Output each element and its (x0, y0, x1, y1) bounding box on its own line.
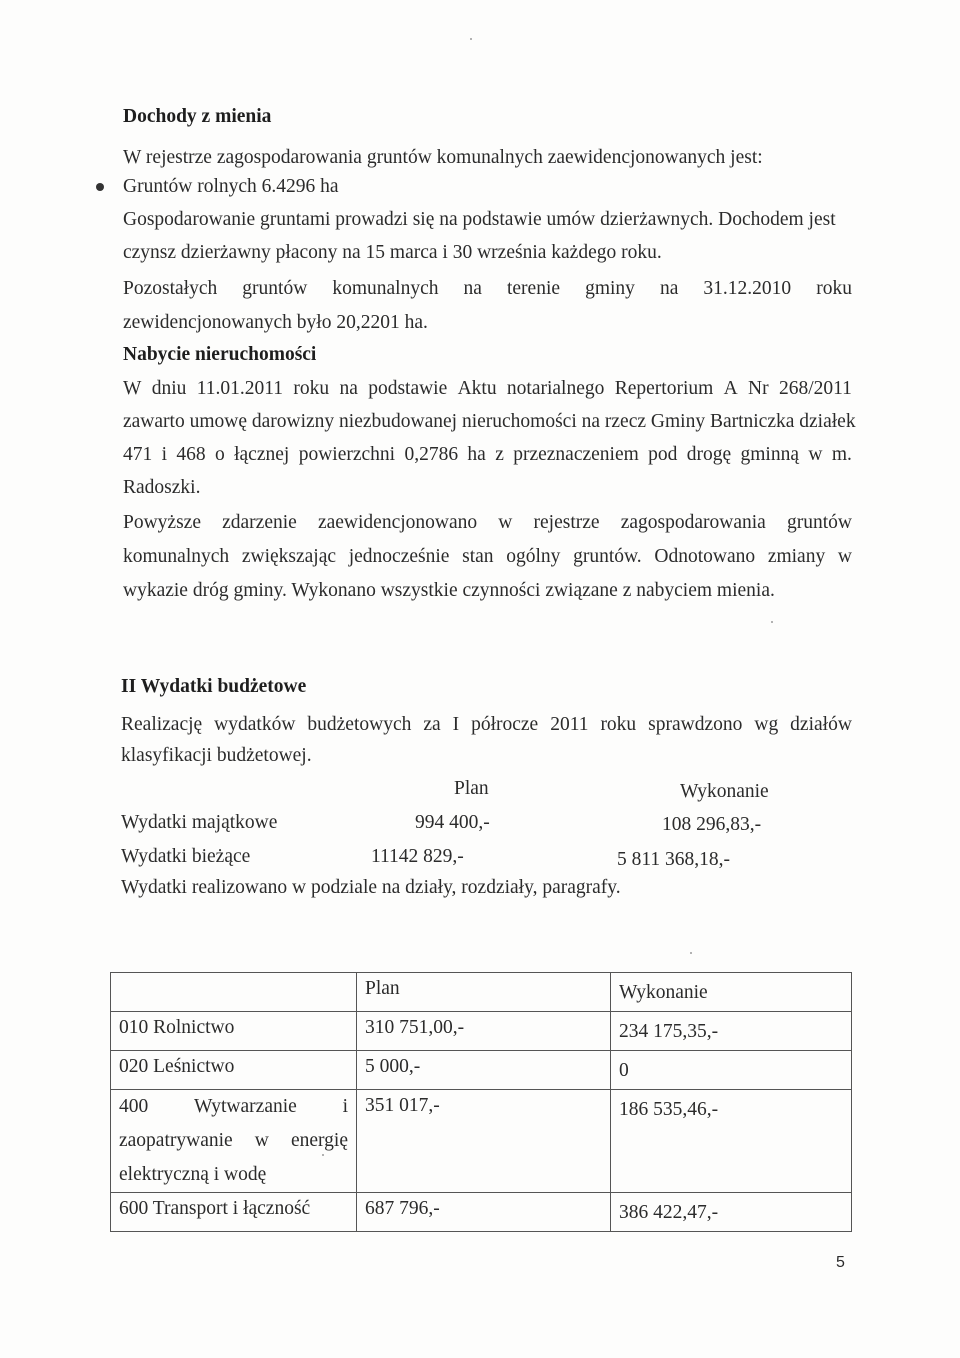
word: w (498, 512, 513, 533)
table-cell-category: 600 Transport i łączność (111, 1193, 357, 1232)
word: zdarzenie (222, 512, 297, 533)
summary-row-plan: 994 400,- (415, 812, 490, 833)
word: 31.12.2010 (703, 278, 792, 299)
table-cell-category: 010 Rolnictwo (111, 1012, 357, 1051)
word: za (423, 714, 441, 735)
justified-line (123, 511, 852, 535)
word: w (808, 444, 823, 465)
word: 468 (176, 444, 206, 465)
word: w (837, 546, 852, 567)
word: dniu (151, 378, 187, 399)
paragraph-line: czynsz dzierżawny płacony na 15 marca i 30 września każdego roku. (123, 242, 662, 263)
paragraph-line: zewidencjonowanych było 20,2201 ha. (123, 312, 428, 333)
word: na (659, 278, 679, 299)
scan-speck (322, 1154, 324, 1156)
heading-wydatki: II Wydatki budżetowe (121, 676, 307, 697)
word: łącznej (234, 444, 290, 465)
table-cell-plan: 5 000,- (357, 1051, 611, 1090)
word: drogę (686, 444, 732, 465)
summary-plan-header: Plan (454, 778, 489, 799)
word: ogólny (506, 546, 561, 567)
justified-line (123, 277, 852, 301)
paragraph-line: Radoszki. (123, 477, 201, 498)
word: komunalnych (123, 546, 230, 567)
word: i (161, 444, 168, 465)
table-header-plan: Plan (357, 973, 611, 1012)
word: wg (754, 714, 779, 735)
closing-text: Wydatki realizowano w podziale na działy, rozdziały, paragrafy. (121, 877, 621, 898)
paragraph-line: wykazie dróg gminy. Wykonano wszystkie czynności związane z nabyciem mienia. (123, 580, 775, 601)
summary-row-exec: 108 296,83,- (662, 814, 762, 835)
paragraph-line: Gospodarowanie gruntami prowadzi się na podstawie umów dzierżawnych. Dochodem jest (123, 209, 836, 230)
summary-row-plan: 11142 829,- (371, 846, 464, 867)
scan-speck (690, 952, 692, 954)
word: gruntów (786, 512, 852, 533)
word: zwiększając (241, 546, 337, 567)
table-row (111, 1012, 852, 1051)
word: W (123, 378, 142, 399)
justified-line (123, 545, 852, 569)
heading-nabycie: Nabycie nieruchomości (123, 344, 317, 365)
word: 0,2786 (404, 444, 459, 465)
table-cell-category: 020 Leśnictwo (111, 1051, 357, 1090)
word: Pozostałych (123, 278, 218, 299)
table-cell-exec: 0 (611, 1051, 852, 1090)
word: 2011 (550, 714, 589, 735)
word: Wytwarzanie (194, 1096, 297, 1117)
intro-text: W rejestrze zagospodarowania gruntów komunalnych zaewidencjonowanych jest: (123, 147, 763, 168)
paragraph-line: klasyfikacji budżetowej. (121, 745, 312, 766)
scan-speck (771, 621, 773, 623)
word: zaewidencjonowano (317, 512, 478, 533)
word: gminy (585, 278, 635, 299)
word: Odnotowano (654, 546, 756, 567)
word: zagospodarowania (620, 512, 766, 533)
table-row (111, 1051, 852, 1090)
word: ha (467, 444, 486, 465)
table-row (111, 1090, 852, 1193)
justified-line (121, 713, 852, 737)
word: na (339, 378, 358, 399)
word: Realizację (121, 714, 203, 735)
word: przeznaczeniem (513, 444, 639, 465)
justified-line (123, 443, 852, 467)
heading-dochody: Dochody z mienia (123, 106, 272, 127)
word: półrocze (471, 714, 539, 735)
word: o (215, 444, 225, 465)
word: m. (831, 444, 852, 465)
budget-table (110, 972, 852, 1232)
word: zaopatrywanie (119, 1130, 233, 1151)
word: komunalnych (332, 278, 439, 299)
word: I (452, 714, 460, 735)
word: Powyższe (123, 512, 201, 533)
table-cell-exec: 386 422,47,- (611, 1193, 852, 1232)
summary-row-label: Wydatki majątkowe (121, 812, 278, 833)
word: gruntów (242, 278, 308, 299)
word: Aktu (457, 378, 497, 399)
word: A (723, 378, 738, 399)
page-number: 5 (836, 1254, 845, 1271)
word: działów (790, 714, 852, 735)
table-cell-exec: 186 535,46,- (611, 1090, 852, 1193)
word: roku (293, 378, 330, 399)
word: podstawie (368, 378, 448, 399)
word: sprawdzono (648, 714, 743, 735)
bullet-item-text: Gruntów rolnych 6.4296 ha (123, 176, 339, 197)
summary-row-label: Wydatki bieżące (121, 846, 251, 867)
word: i (342, 1096, 348, 1117)
category-line (119, 1090, 348, 1124)
table-cell-plan: 687 796,- (357, 1193, 611, 1232)
table-cell-plan: 310 751,00,- (357, 1012, 611, 1051)
bullet-dot-icon (96, 183, 104, 191)
paragraph-line: zawarto umowę darowizny niezbudowanej nieruchomości na rzecz Gminy Bartniczka działek (123, 411, 856, 432)
table-header-category (111, 973, 357, 1012)
word: powierzchni (298, 444, 396, 465)
table-header-row (111, 973, 852, 1012)
word: notarialnego (506, 378, 605, 399)
table-header-exec: Wykonanie (611, 973, 852, 1012)
table-cell-exec: 234 175,35,- (611, 1012, 852, 1051)
word: 471 (123, 444, 153, 465)
word: jednocześnie (348, 546, 450, 567)
category-line (119, 1124, 348, 1158)
summary-row-exec: 5 811 368,18,- (617, 849, 731, 870)
scan-speck (470, 38, 472, 40)
summary-exec-header: Wykonanie (680, 781, 769, 802)
word: budżetowych (307, 714, 412, 735)
word: 268/2011 (778, 378, 852, 399)
word: roku (600, 714, 637, 735)
word: Repertorium (614, 378, 714, 399)
word: gminną (740, 444, 800, 465)
word: elektryczną i wodę (119, 1164, 267, 1185)
word: energię (290, 1130, 348, 1151)
table-cell-category (111, 1090, 357, 1193)
word: gruntów. (573, 546, 642, 567)
table-row (111, 1193, 852, 1232)
word: zmiany (767, 546, 826, 567)
word: 11.01.2011 (196, 378, 284, 399)
word: 400 (119, 1096, 149, 1117)
word: na (463, 278, 482, 299)
word: Nr (748, 378, 769, 399)
word: roku (816, 278, 852, 299)
justified-line (123, 377, 852, 401)
word: w (254, 1130, 269, 1151)
word: terenie (506, 278, 561, 299)
word: wydatków (214, 714, 296, 735)
category-line (119, 1158, 348, 1192)
word: pod (648, 444, 678, 465)
word: z (495, 444, 504, 465)
table-cell-plan: 351 017,- (357, 1090, 611, 1193)
word: rejestrze (533, 512, 600, 533)
word: stan (462, 546, 494, 567)
